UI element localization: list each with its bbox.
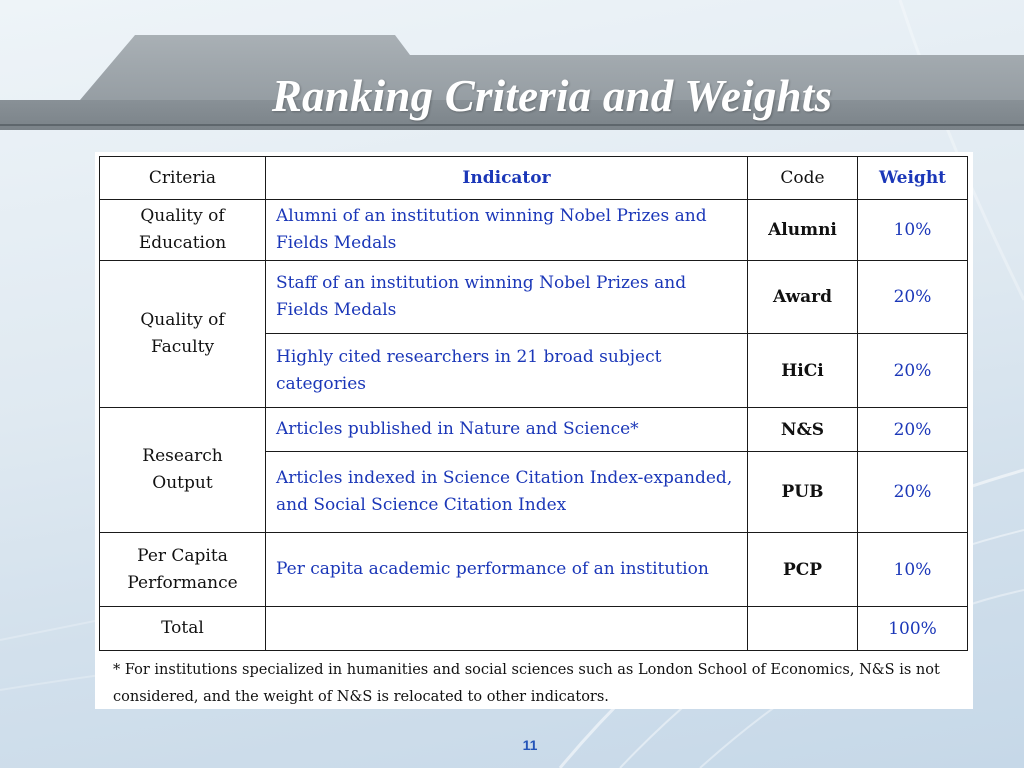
indicator-cell: Articles published in Nature and Science* [266, 408, 748, 452]
code-cell: N&S [748, 408, 858, 452]
indicator-cell: Per capita academic performance of an institution [266, 533, 748, 607]
code-cell: PUB [748, 452, 858, 533]
table-row [100, 261, 968, 334]
criteria-table [99, 156, 968, 651]
weight-cell: 20% [858, 334, 968, 408]
table-row [100, 533, 968, 607]
criteria-cell: Quality of Faculty [100, 261, 266, 408]
table-header-row [100, 157, 968, 200]
criteria-cell: Quality of Education [100, 200, 266, 261]
table-footnote: * For institutions specialized in humanities and social sciences such as London School of Economics, N&S is not considered, and the weight of N&S is relocated to other indicators. [113, 662, 940, 705]
weight-cell: 10% [858, 200, 968, 261]
weight-cell: 20% [858, 408, 968, 452]
indicator-cell: Alumni of an institution winning Nobel Prizes and Fields Medals [266, 200, 748, 261]
table-row [100, 408, 968, 452]
indicator-cell: Highly cited researchers in 21 broad subject categories [266, 334, 748, 408]
indicator-cell: Staff of an institution winning Nobel Prizes and Fields Medals [266, 261, 748, 334]
criteria-table-card [95, 152, 973, 709]
header-criteria: Criteria [100, 157, 266, 200]
total-code-cell [748, 607, 858, 651]
page-number: 11 [522, 737, 538, 753]
indicator-cell: Articles indexed in Science Citation Index-expanded, and Social Science Citation Index [266, 452, 748, 533]
header-weight: Weight [858, 157, 968, 200]
weight-cell: 20% [858, 452, 968, 533]
table-row [100, 200, 968, 261]
header-code: Code [748, 157, 858, 200]
weight-cell: 20% [858, 261, 968, 334]
total-indicator-cell [266, 607, 748, 651]
total-row [100, 607, 968, 651]
code-cell: PCP [748, 533, 858, 607]
header-indicator: Indicator [266, 157, 748, 200]
code-cell: Award [748, 261, 858, 334]
criteria-cell: Per Capita Performance [100, 533, 266, 607]
total-label: Total [100, 607, 266, 651]
code-cell: Alumni [748, 200, 858, 261]
criteria-cell: Research Output [100, 408, 266, 533]
code-cell: HiCi [748, 334, 858, 408]
weight-cell: 10% [858, 533, 968, 607]
total-weight: 100% [858, 607, 968, 651]
slide-title: Ranking Criteria and Weights [271, 71, 833, 121]
